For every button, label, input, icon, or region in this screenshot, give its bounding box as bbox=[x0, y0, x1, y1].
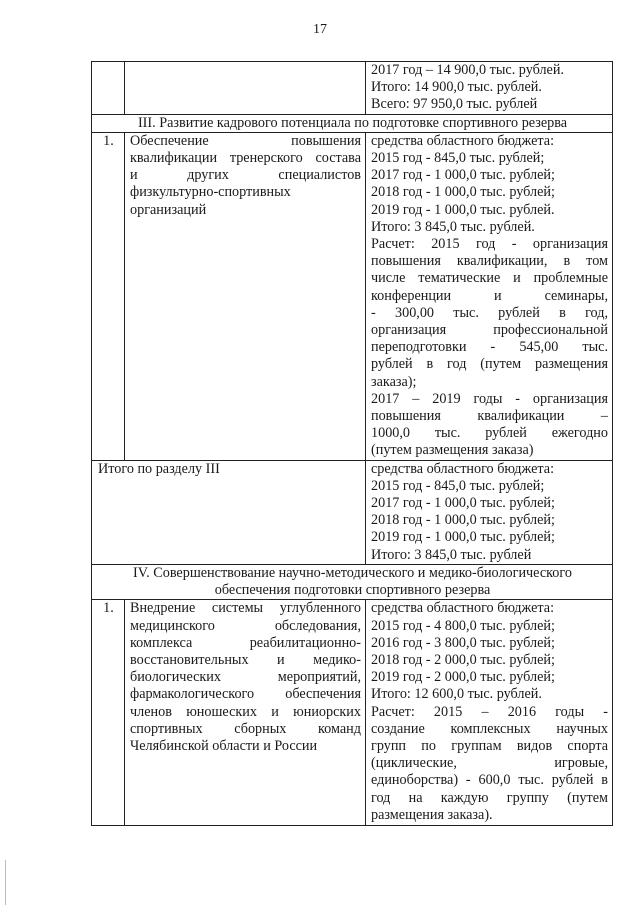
table-row bbox=[92, 62, 613, 115]
section-3-title: III. Развитие кадрового потенциала по подготовке спортивного резерва bbox=[92, 114, 613, 132]
funding-cell bbox=[366, 132, 613, 460]
text-line: - 300,00 тыс. рублей в год, bbox=[371, 304, 608, 321]
text-line: 2019 год - 2 000,0 тыс. рублей; bbox=[371, 669, 555, 686]
text-line: IV. Совершенствование научно-методического и медико-биологического bbox=[133, 564, 572, 581]
program-table bbox=[91, 61, 613, 826]
text-line: Расчет: 2015 год - организация bbox=[371, 236, 608, 253]
section-4-title bbox=[92, 564, 613, 599]
text-line: биологических мероприятий, bbox=[130, 669, 361, 686]
text-line: 2015 год - 4 800,0 тыс. рублей; bbox=[371, 617, 555, 634]
text-line: восстановительных и медико- bbox=[130, 651, 361, 668]
item-name bbox=[125, 600, 366, 826]
text-line: 2018 год - 2 000,0 тыс. рублей; bbox=[371, 651, 555, 668]
text-line: (циклические, игровые, bbox=[371, 755, 608, 772]
text-line: Расчет: 2015 – 2016 годы - bbox=[371, 703, 608, 720]
funding-cell bbox=[366, 460, 613, 564]
table-row bbox=[92, 132, 613, 460]
text-line: 2018 год - 1 000,0 тыс. рублей; bbox=[371, 512, 555, 529]
table-cell-empty bbox=[125, 62, 366, 115]
text-line: Итого: 3 845,0 тыс. рублей bbox=[371, 546, 532, 563]
text-line: организаций bbox=[130, 201, 207, 218]
text-line: числе тематические и проблемные bbox=[371, 270, 608, 287]
text-line: Челябинской области и России bbox=[130, 737, 318, 754]
text-line: переподготовки - 545,00 тыс. bbox=[371, 339, 608, 356]
text-line: спортивных сборных команд bbox=[130, 720, 361, 737]
text-line: 2017 год - 1 000,0 тыс. рублей; bbox=[371, 495, 555, 512]
item-number: 1. bbox=[92, 600, 125, 826]
text-line: повышения квалификации – bbox=[371, 408, 608, 425]
text-line: единоборства) - 600,0 тыс. рублей в bbox=[371, 772, 608, 789]
text-line: Обеспечение повышения bbox=[130, 132, 361, 149]
funding-cell bbox=[366, 62, 613, 115]
section-header-row bbox=[92, 564, 613, 599]
text-line: рублей в год (путем размещения bbox=[371, 356, 608, 373]
text-line: фармакологического обеспечения bbox=[130, 686, 361, 703]
page-number: 17 bbox=[313, 22, 327, 37]
text-line: заказа); bbox=[371, 373, 417, 390]
text-line: 2015 год - 845,0 тыс. рублей; bbox=[371, 150, 545, 167]
text-line: повышения квалификации, в том bbox=[371, 253, 608, 270]
text-line: Итого: 12 600,0 тыс. рублей. bbox=[371, 686, 542, 703]
text-line: размещения заказа). bbox=[371, 806, 493, 823]
section-header-row bbox=[92, 114, 613, 132]
text-line: средства областного бюджета: bbox=[371, 132, 555, 149]
text-line: 2018 год - 1 000,0 тыс. рублей; bbox=[371, 184, 555, 201]
text-line: средства областного бюджета: bbox=[371, 460, 555, 477]
text-line: физкультурно-спортивных bbox=[130, 184, 291, 201]
text-line: 2016 год - 3 800,0 тыс. рублей; bbox=[371, 634, 555, 651]
text-line: 2017 год – 14 900,0 тыс. рублей. bbox=[371, 62, 564, 78]
text-line: медицинского обследования, bbox=[130, 617, 361, 634]
text-line: обеспечения подготовки спортивного резерва bbox=[214, 582, 491, 599]
text-line: Итого: 14 900,0 тыс. рублей. bbox=[371, 79, 542, 96]
text-line: и других специалистов bbox=[130, 167, 361, 184]
text-line: средства областного бюджета: bbox=[371, 600, 555, 617]
text-line: Всего: 97 950,0 тыс. рублей bbox=[371, 96, 538, 113]
table-cell-empty bbox=[92, 62, 125, 115]
section-total-row bbox=[92, 460, 613, 564]
section-3-total-label: Итого по разделу III bbox=[92, 460, 366, 564]
text-line: 2017 – 2019 годы - организация bbox=[371, 390, 608, 407]
text-line: конференции и семинары, bbox=[371, 287, 608, 304]
text-line: комплекса реабилитационно- bbox=[130, 634, 361, 651]
text-line: год на каждую группу (путем bbox=[371, 789, 608, 806]
funding-cell bbox=[366, 600, 613, 826]
text-line: квалификации тренерского состава bbox=[130, 150, 361, 167]
text-line: 2019 год - 1 000,0 тыс. рублей; bbox=[371, 529, 555, 546]
item-number: 1. bbox=[92, 132, 125, 460]
table-row bbox=[92, 600, 613, 826]
scan-edge-mark bbox=[5, 860, 6, 905]
text-line: Итого: 3 845,0 тыс. рублей. bbox=[371, 218, 535, 235]
text-line: 2017 год - 1 000,0 тыс. рублей; bbox=[371, 167, 555, 184]
text-line: групп по группам видов спорта bbox=[371, 737, 608, 754]
item-name bbox=[125, 132, 366, 460]
text-line: Внедрение системы углубленного bbox=[130, 600, 361, 617]
text-line: 2019 год - 1 000,0 тыс. рублей. bbox=[371, 201, 555, 218]
text-line: 2015 год - 845,0 тыс. рублей; bbox=[371, 477, 545, 494]
text-line: создание комплексных научных bbox=[371, 720, 608, 737]
text-line: организация профессиональной bbox=[371, 322, 608, 339]
text-line: 1000,0 тыс. рублей ежегодно bbox=[371, 425, 608, 442]
text-line: (путем размещения заказа) bbox=[371, 442, 534, 459]
text-line: членов юношеских и юниорских bbox=[130, 703, 361, 720]
